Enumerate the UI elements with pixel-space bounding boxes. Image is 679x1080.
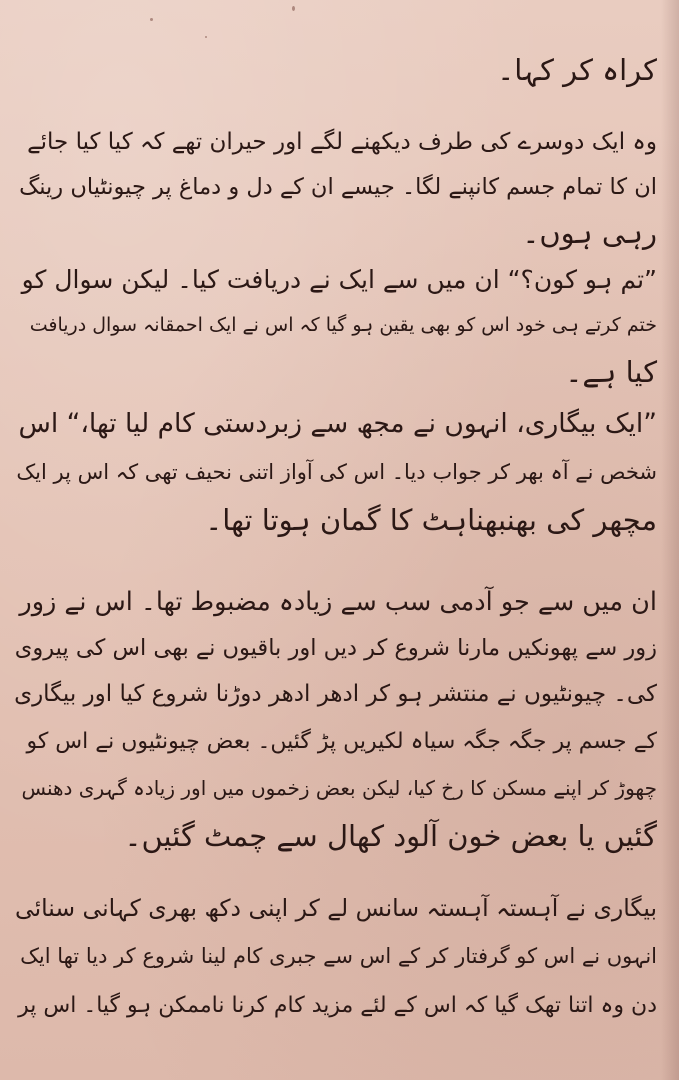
ink-speck <box>292 6 295 11</box>
page-edge-shadow <box>661 0 679 1080</box>
text-line-6: ختم کرتے ہی خود اس کو بھی یقین ہو گیا کہ اس نے ایک احمقانہ سوال دریافت <box>29 314 657 336</box>
ink-speck <box>150 18 153 21</box>
text-line-2: وہ ایک دوسرے کی طرف دیکھنے لگے اور حیران تھے کہ کیا کیا جائے <box>27 129 657 155</box>
text-line-5: ”تم ہو کون؟“ ان میں سے ایک نے دریافت کیا۔ لیکن سوال کو <box>21 265 657 294</box>
text-line-4: رہی ہوں۔ <box>522 216 657 250</box>
text-line-10: مچھر کی بھنبھناہٹ کا گمان ہوتا تھا۔ <box>205 503 657 537</box>
text-line-8: ”ایک بیگاری، انہوں نے مجھ سے زبردستی کام لیا تھا،“ اس <box>18 408 657 439</box>
text-line-1: کراہ کر کہا۔ <box>497 53 657 87</box>
text-line-3: ان کا تمام جسم کانپنے لگا۔ جیسے ان کے دل و دماغ پر چیونٹیاں رینگ <box>19 174 657 200</box>
text-line-13: کی۔ چیونٹیوں نے منتشر ہو کر ادھر ادھر دوڑنا شروع کیا اور بیگاری <box>14 681 657 707</box>
text-line-7: کیا ہے۔ <box>565 355 657 389</box>
text-line-11: ان میں سے جو آدمی سب سے زیادہ مضبوط تھا۔ اس نے زور <box>19 587 657 617</box>
text-line-19: دن وہ اتنا تھک گیا کہ اس کے لئے مزید کام کرنا ناممکن ہو گیا۔ اس پر <box>18 993 657 1018</box>
text-line-12: زور سے پھونکیں مارنا شروع کر دیں اور باقیوں نے بھی اس کی پیروی <box>14 635 657 661</box>
text-line-17: بیگاری نے آہستہ آہستہ سانس لے کر اپنی دکھ بھری کہانی سنائی <box>15 894 657 922</box>
text-line-14: کے جسم پر جگہ جگہ سیاہ لکیریں پڑ گئیں۔ بعض چیونٹیوں نے اس کو <box>26 729 657 754</box>
text-line-16: گئیں یا بعض خون آلود کھال سے چمٹ گئیں۔ <box>124 819 657 853</box>
text-line-15: چھوڑ کر اپنے مسکن کا رخ کیا، لیکن بعض زخموں میں اور زیادہ گہری دھنس <box>21 776 657 800</box>
text-line-18: انہوں نے اس کو گرفتار کر کے اس سے جبری کام لینا شروع کر دیا تھا ایک <box>20 944 657 968</box>
text-line-9: شخص نے آہ بھر کر جواب دیا۔ اس کی آواز اتنی نحیف تھی کہ اس پر ایک <box>16 460 657 484</box>
ink-speck <box>205 36 207 38</box>
